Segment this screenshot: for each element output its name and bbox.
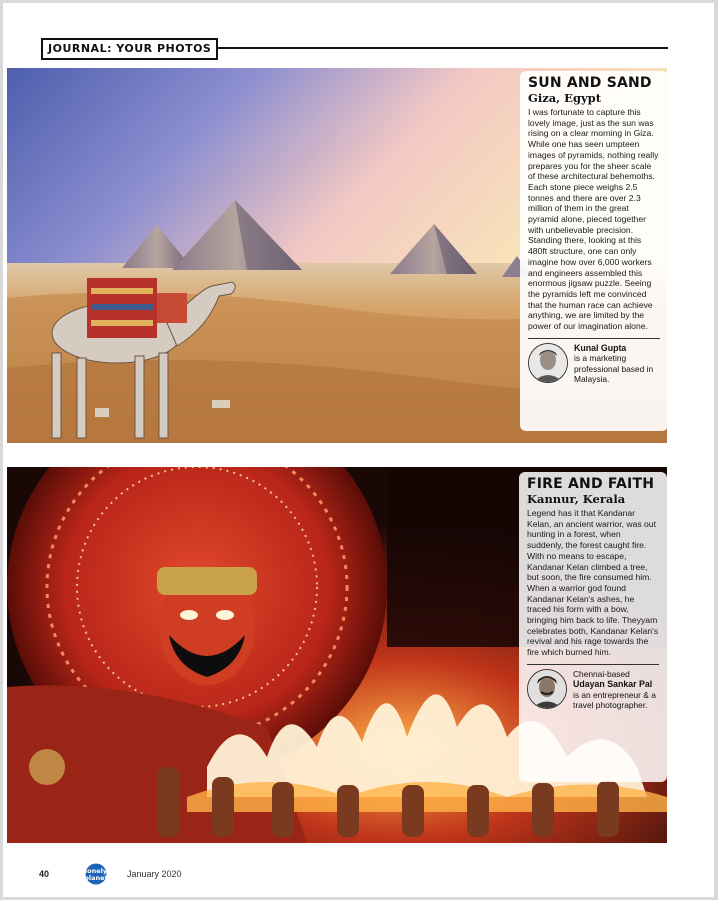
story-location: Kannur, Kerala — [527, 492, 626, 506]
story-location: Giza, Egypt — [528, 91, 602, 105]
author-prefix: Chennai-based — [573, 668, 630, 679]
portrait-avatar-icon — [527, 669, 567, 709]
story-title: SUN AND SAND — [528, 75, 652, 91]
author-bio: is a marketing professional based in Malaysia. — [574, 353, 654, 385]
issue-date: January 2020 — [127, 869, 182, 879]
header-rule — [203, 47, 668, 49]
author-name: Udayan Sankar Pal — [573, 679, 653, 690]
portrait-avatar-icon — [528, 343, 568, 383]
svg-text:planet: planet — [84, 874, 108, 882]
author-name: Kunal Gupta — [574, 342, 627, 353]
story-title: FIRE AND FAITH — [527, 476, 655, 492]
author-credit — [527, 669, 659, 711]
svg-text:lonely: lonely — [84, 867, 108, 875]
credit-divider — [527, 664, 659, 665]
story-body: I was fortunate to capture this lovely image, just as the sun was rising on a clear morning in Giza. While one has seen umpteen images of pyramids, nothing really prepares you for the sheer scale of these architectural behemoths. Each stone piece weighs 2.5 tonnes and there are over 2.3 million of them in the great pyramid alone, pieced together with unbelievable precision. Standing there, looking at this 480ft structure, one can only imagine how over 6,000 workers and engineers assembled this enormous jigsaw puzzle. Seeing the pyramids left me convinced that the human race can achieve anything, we are limited by the power of our imagination alone. — [528, 107, 659, 332]
story-sun-and-sand — [520, 71, 668, 431]
magazine-page — [3, 3, 714, 897]
section-tag: JOURNAL: YOUR PHOTOS — [41, 38, 218, 60]
credit-divider — [528, 338, 660, 339]
author-bio: is an entrepreneur & a travel photographer. — [573, 689, 656, 711]
story-fire-and-faith — [519, 472, 667, 782]
story-body: Legend has it that Kandanar Kelan, an ancient warrior, was out hunting in a forest, when suddenly, the forest caught fire. With no means to escape, Kandanar Kelan climbed a tree, but soon, the fire consumed him. When a warrior god found Kandanar Kelan's ashes, he traced his form with a bow, bringing him back to life. Theyyam celebrates both, Kandanar Kelan's revival and his rage towards the fire which burned him. — [527, 508, 659, 658]
lonely-planet-logo-icon — [73, 863, 119, 885]
page-number: 40 — [39, 869, 50, 879]
author-credit — [528, 343, 660, 385]
